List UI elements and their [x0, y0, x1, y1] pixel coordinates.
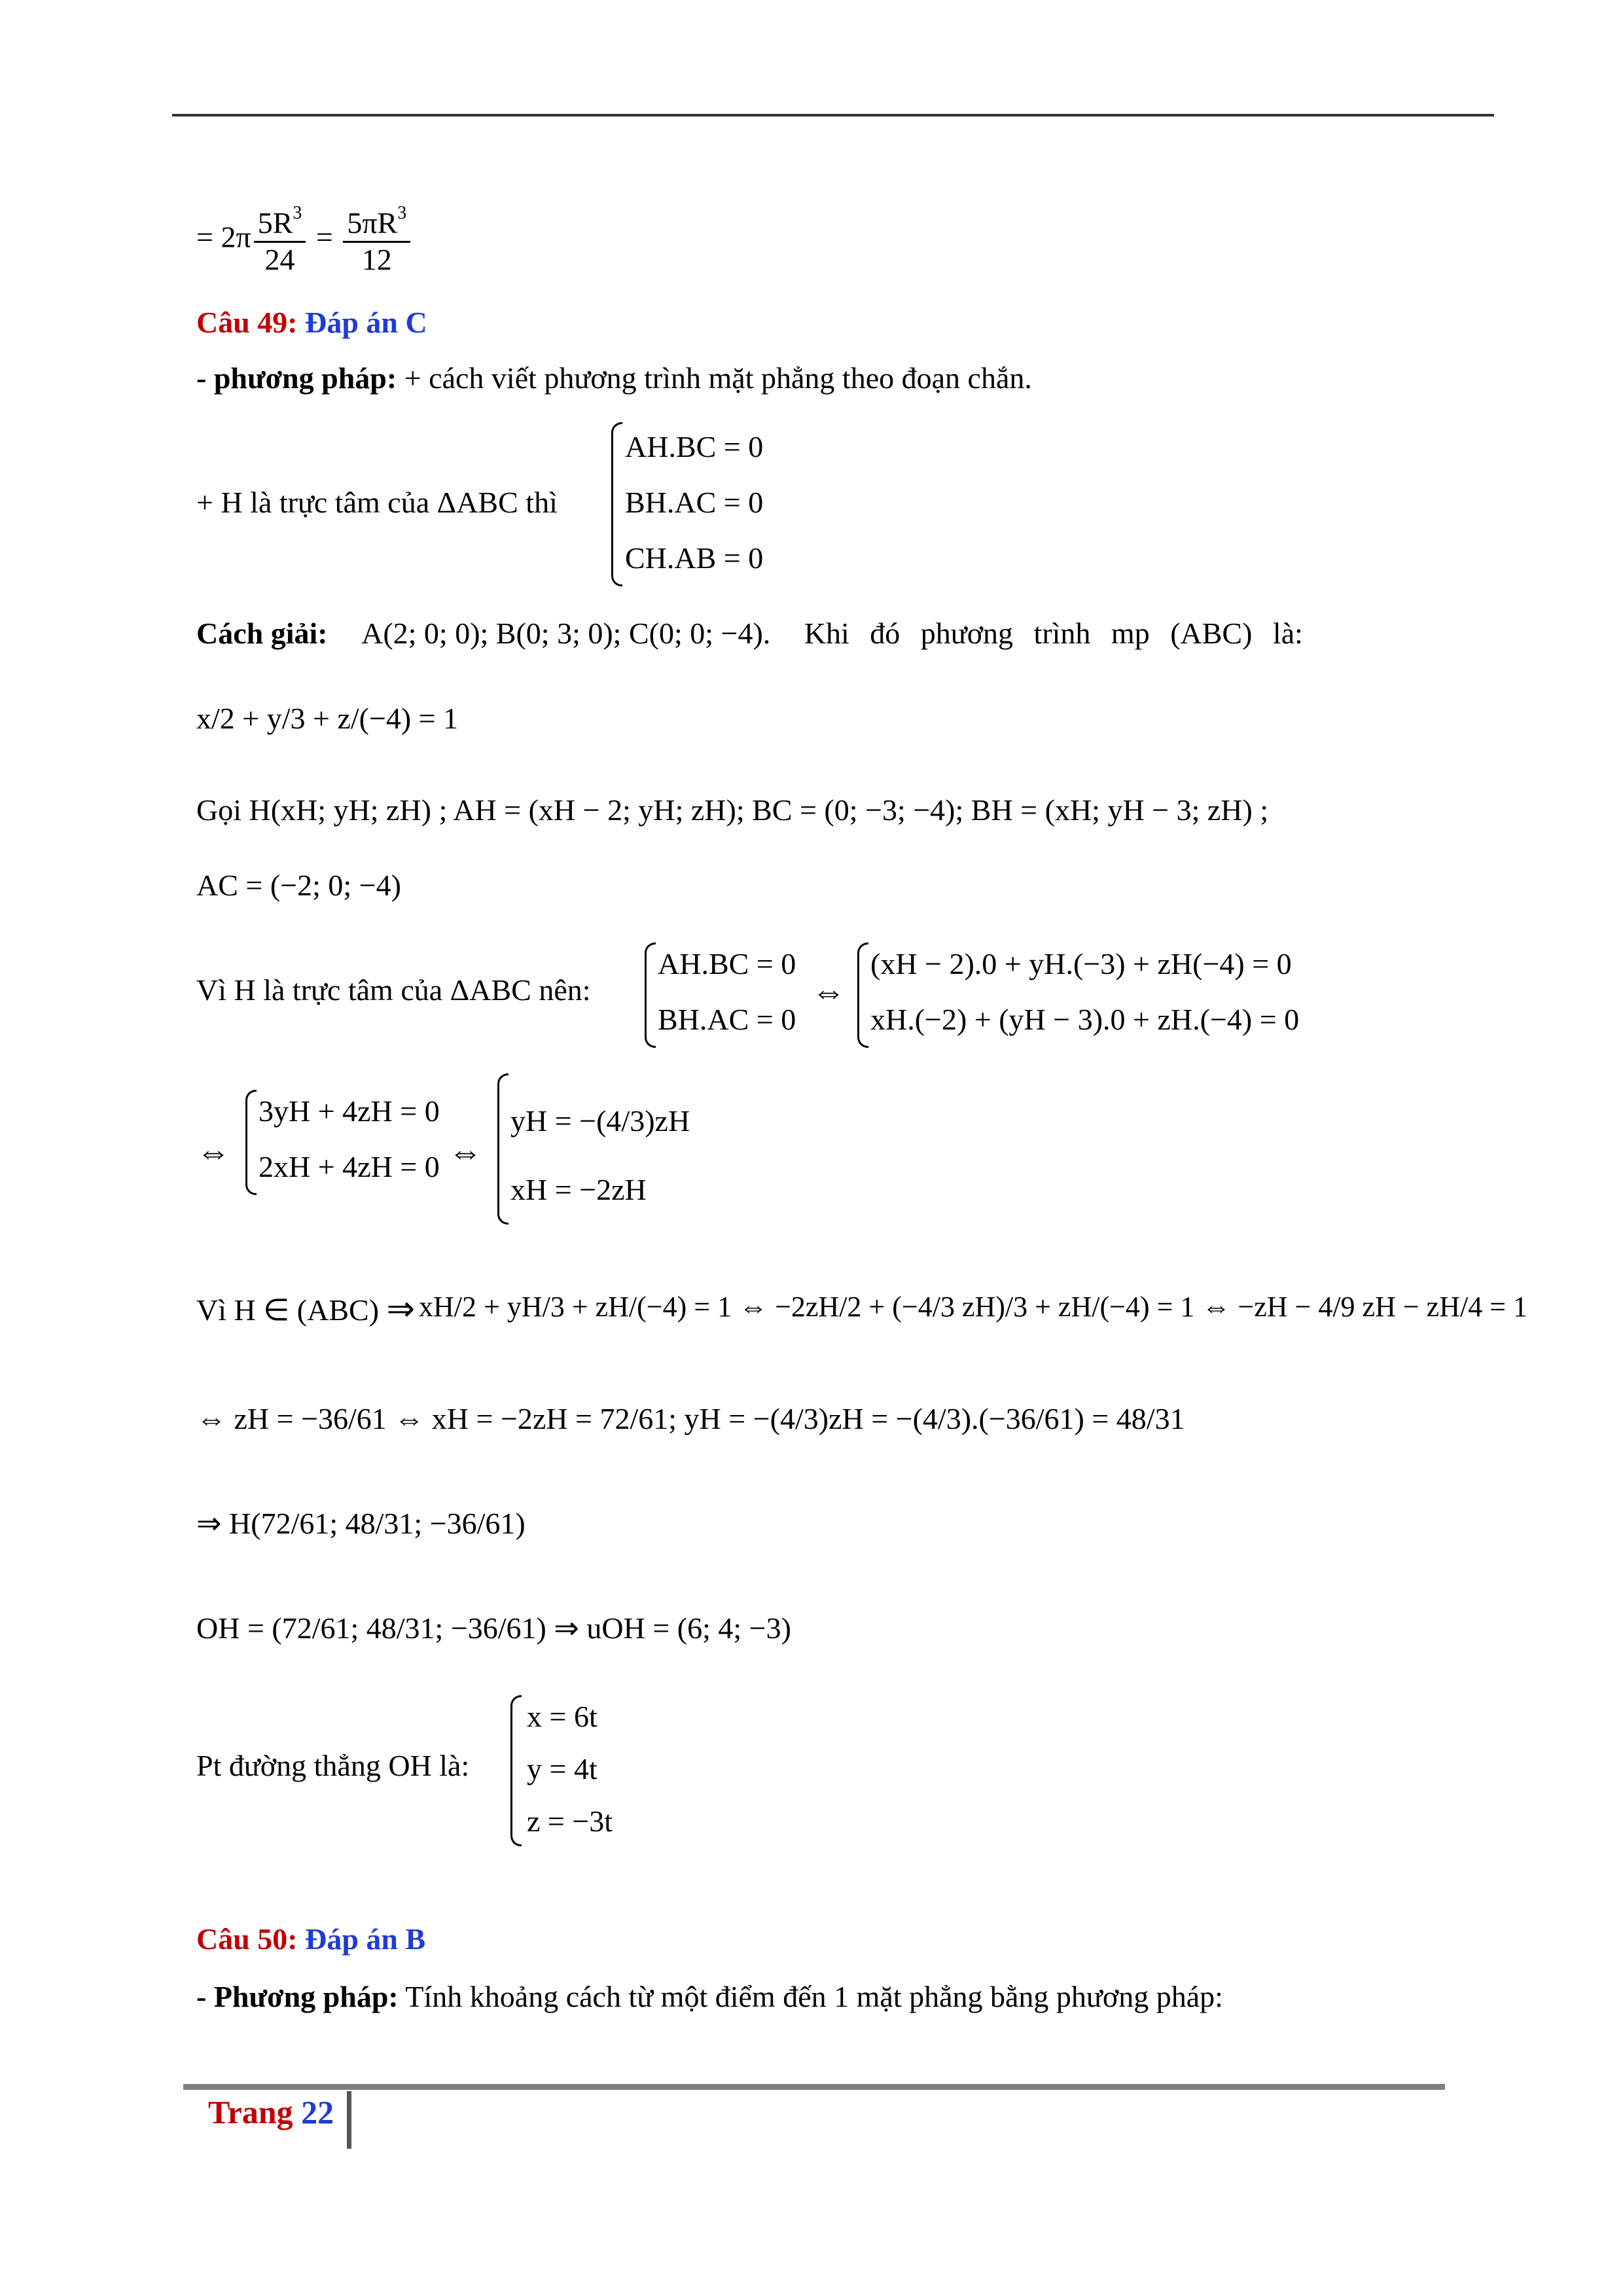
page-number: 22 — [301, 2094, 334, 2130]
method-label: - phương pháp: — [196, 361, 397, 395]
vi-ortho-text: Vì H là trực tâm của ΔABC nên: — [196, 973, 591, 1007]
solve-label: Cách giải: — [196, 617, 328, 650]
vi-plane-text: Vì H ∈ (ABC) — [196, 1293, 380, 1327]
method-text: + cách viết phương trình mặt phẳng theo đoạn chắn. — [404, 361, 1032, 395]
sys2-eq-d: xH = −2zH — [510, 1173, 647, 1206]
param-y: y = 4t — [527, 1752, 597, 1785]
page-footer — [208, 2093, 334, 2131]
h-point-line: ⇒ H(72/61; 48/31; −36/61) — [196, 1507, 526, 1540]
sys2-eq-b: 2xH + 4zH = 0 — [259, 1150, 440, 1183]
implies-arrow: ⇒ — [386, 1291, 416, 1328]
frac-den-2: 12 — [361, 242, 392, 276]
frac-den: 24 — [264, 242, 295, 276]
brace-sys2-left — [245, 1090, 257, 1195]
frac-num-2: 5πR — [347, 206, 398, 240]
sys2-eq-c: yH = −(4/3)zH — [510, 1104, 690, 1138]
question-49-title — [196, 308, 427, 338]
z-solution-line: ⇔ zH = −36/61 ⇔ xH = −2zH = 72/61; yH = −(4/3)zH = −(4/3).(−36/61) = 48/31 — [196, 1402, 1185, 1435]
brace-sys1-right — [857, 942, 868, 1048]
ortho-eq1: AH.BC = 0 — [625, 430, 764, 463]
q49-solve-line — [196, 619, 1303, 649]
question-number: Câu 49: — [196, 306, 298, 339]
solve-text: Khi đó phương trình mp (ABC) là: — [804, 617, 1303, 650]
equals-sign-2: = — [315, 220, 333, 254]
header-rule — [172, 114, 1494, 117]
sys1-eq-d: xH.(−2) + (yH − 3).0 + zH.(−4) = 0 — [870, 1003, 1300, 1036]
brace-sys1-left — [645, 942, 656, 1048]
brace-param — [510, 1695, 522, 1846]
question-number-50: Câu 50: — [196, 1922, 298, 1956]
param-x: x = 6t — [527, 1700, 597, 1733]
param-z: z = −3t — [527, 1804, 613, 1838]
exponent: 3 — [293, 203, 302, 223]
ortho-eq3: CH.AB = 0 — [625, 541, 764, 575]
two-pi: 2π — [221, 220, 251, 254]
question-50-title — [196, 1924, 425, 1954]
footer-rule — [183, 2084, 1445, 2090]
brace-ortho — [611, 422, 622, 586]
footer-label: Trang — [208, 2094, 293, 2130]
equals-sign: = — [196, 220, 213, 254]
oh-vector-line: OH = (72/61; 48/31; −36/61) ⇒ uOH = (6; 4; −3) — [196, 1611, 791, 1645]
ortho-rule-text: + H là trực tâm của ΔABC thì — [196, 486, 558, 519]
sys2-eq-a: 3yH + 4zH = 0 — [259, 1094, 440, 1128]
equiv-arrow-3: ⇔ — [448, 1134, 482, 1171]
exponent-2: 3 — [397, 203, 407, 223]
vi-h-in-plane — [196, 1293, 415, 1327]
brace-sys2-right — [497, 1073, 508, 1225]
ortho-eq2: BH.AC = 0 — [625, 486, 764, 519]
equiv-arrow-2: ⇔ — [196, 1134, 230, 1171]
volume-result — [196, 203, 413, 278]
answer-label-50: Đáp án B — [305, 1922, 426, 1956]
plane-equation: x/2 + y/3 + z/(−4) = 1 — [196, 702, 459, 735]
vector-ac-line: AC = (−2; 0; −4) — [196, 869, 401, 902]
method-text-50: Tính khoảng cách từ một điểm đến 1 mặt phẳng bằng phương pháp: — [405, 1980, 1223, 2013]
footer-separator — [347, 2091, 351, 2149]
answer-label: Đáp án C — [305, 306, 427, 339]
equiv-arrow: ⇔ — [812, 973, 846, 1011]
method-label-50: - Phương pháp: — [196, 1980, 399, 2013]
substitution-line: xH/2 + yH/3 + zH/(−4) = 1 ⇔ −2zH/2 + (−4/3 zH)/3 + zH/(−4) = 1 ⇔ −zH − 4/9 zH − zH/4 = 1 — [419, 1291, 1528, 1323]
sys1-eq-a: AH.BC = 0 — [658, 947, 796, 980]
sys1-eq-c: (xH − 2).0 + yH.(−3) + zH(−4) = 0 — [870, 947, 1292, 980]
q49-method-line — [196, 363, 1032, 393]
sys1-eq-b: BH.AC = 0 — [658, 1003, 796, 1036]
q50-method-line — [196, 1982, 1223, 2012]
solve-points: A(2; 0; 0); B(0; 3; 0); C(0; 0; −4). — [361, 617, 771, 650]
fraction-5r3-24 — [254, 203, 306, 278]
frac-num: 5R — [257, 206, 293, 240]
fraction-5pir3-12 — [343, 203, 410, 278]
pt-text: Pt đường thẳng OH là: — [196, 1749, 470, 1782]
goi-h-line: Gọi H(xH; yH; zH) ; AH = (xH − 2; yH; zH); BC = (0; −3; −4); BH = (xH; yH − 3; zH) ; — [196, 793, 1269, 827]
